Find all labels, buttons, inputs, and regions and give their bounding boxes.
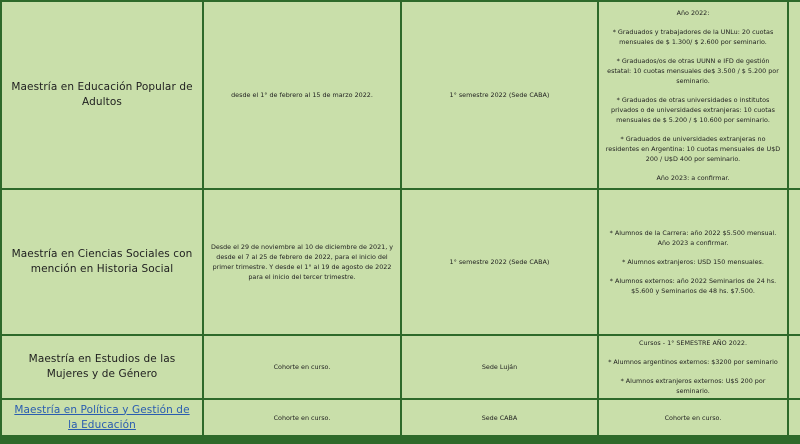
costs-cell <box>599 336 787 398</box>
inscription-period: desde el 1° de febrero al 15 de marzo 2022. <box>204 2 400 188</box>
edge-cell <box>789 2 800 188</box>
program-link[interactable]: Maestría en Política y Gestión de la Educación <box>14 403 190 431</box>
start-date: 1° semestre 2022 (Sede CABA) <box>402 190 597 334</box>
cost-line: Año 2023: a confirmar. <box>656 173 730 182</box>
cost-line: * Alumnos externos: año 2022 Seminarios de 24 hs. $5.600 y Seminarios de 48 hs. $7.500. <box>609 277 777 295</box>
start-date: 1° semestre 2022 (Sede CABA) <box>402 2 597 188</box>
edge-cell <box>789 336 800 398</box>
costs-cell: Cohorte en curso. <box>599 400 787 435</box>
table-row <box>2 190 800 334</box>
cost-line: Año 2022: <box>676 8 710 17</box>
table-row <box>2 400 800 435</box>
cost-line: * Alumnos extranjeros: USD 150 mensuales. <box>622 258 764 266</box>
cost-line: Cursos - 1° SEMESTRE AÑO 2022. <box>639 339 747 347</box>
inscription-period: Cohorte en curso. <box>204 400 400 435</box>
start-date: Sede CABA <box>402 400 597 435</box>
inscription-period: Cohorte en curso. <box>204 336 400 398</box>
cost-line: * Graduados de otras universidades o institutos privados o de universidades extranjeras: 10 cuotas mensuales de $ 5.200 / $ 10.600 por seminario. <box>611 95 775 124</box>
program-name: Maestría en Estudios de las Mujeres y de Género <box>2 336 202 398</box>
inscription-period: Desde el 29 de noviembre al 10 de diciembre de 2021, y desde el 7 al 25 de febrero de 2022, para el inicio del primer trimestre. Y desde el 1° al 19 de agosto de 2022 para el inicio del tercer trimestre. <box>204 190 400 334</box>
costs-cell <box>599 190 787 334</box>
costs-cell <box>599 2 787 188</box>
cost-line: * Alumnos de la Carrera: año 2022 $5.500 mensual. Año 2023 a confirmar. <box>609 229 777 247</box>
cost-line: * Alumnos extranjeros externos: U$S 200 por seminario. <box>620 377 766 395</box>
edge-cell <box>789 400 800 435</box>
edge-cell <box>789 190 800 334</box>
table-row <box>2 336 800 398</box>
cost-line: * Graduados y trabajadores de la UNLu: 20 cuotas mensuales de $ 1.300/ $ 2.600 por seminario. <box>612 27 774 46</box>
program-link-cell <box>2 400 202 435</box>
cost-line: * Alumnos argentinos externos: $3200 por seminario <box>608 358 778 366</box>
cost-line: * Graduados de universidades extranjeras no residentes en Argentina: 10 cuotas mensuales de U$D 200 / U$D 400 por seminario. <box>605 134 781 163</box>
program-name: Maestría en Educación Popular de Adultos <box>2 2 202 188</box>
table-row <box>2 2 800 188</box>
program-name: Maestría en Ciencias Sociales con mención en Historia Social <box>2 190 202 334</box>
cost-line: * Graduados/os de otras UUNN e IFD de gestión estatal: 10 cuotas mensuales de$ 3.500 / $ 5.200 por seminario. <box>607 56 779 85</box>
start-date: Sede Luján <box>402 336 597 398</box>
